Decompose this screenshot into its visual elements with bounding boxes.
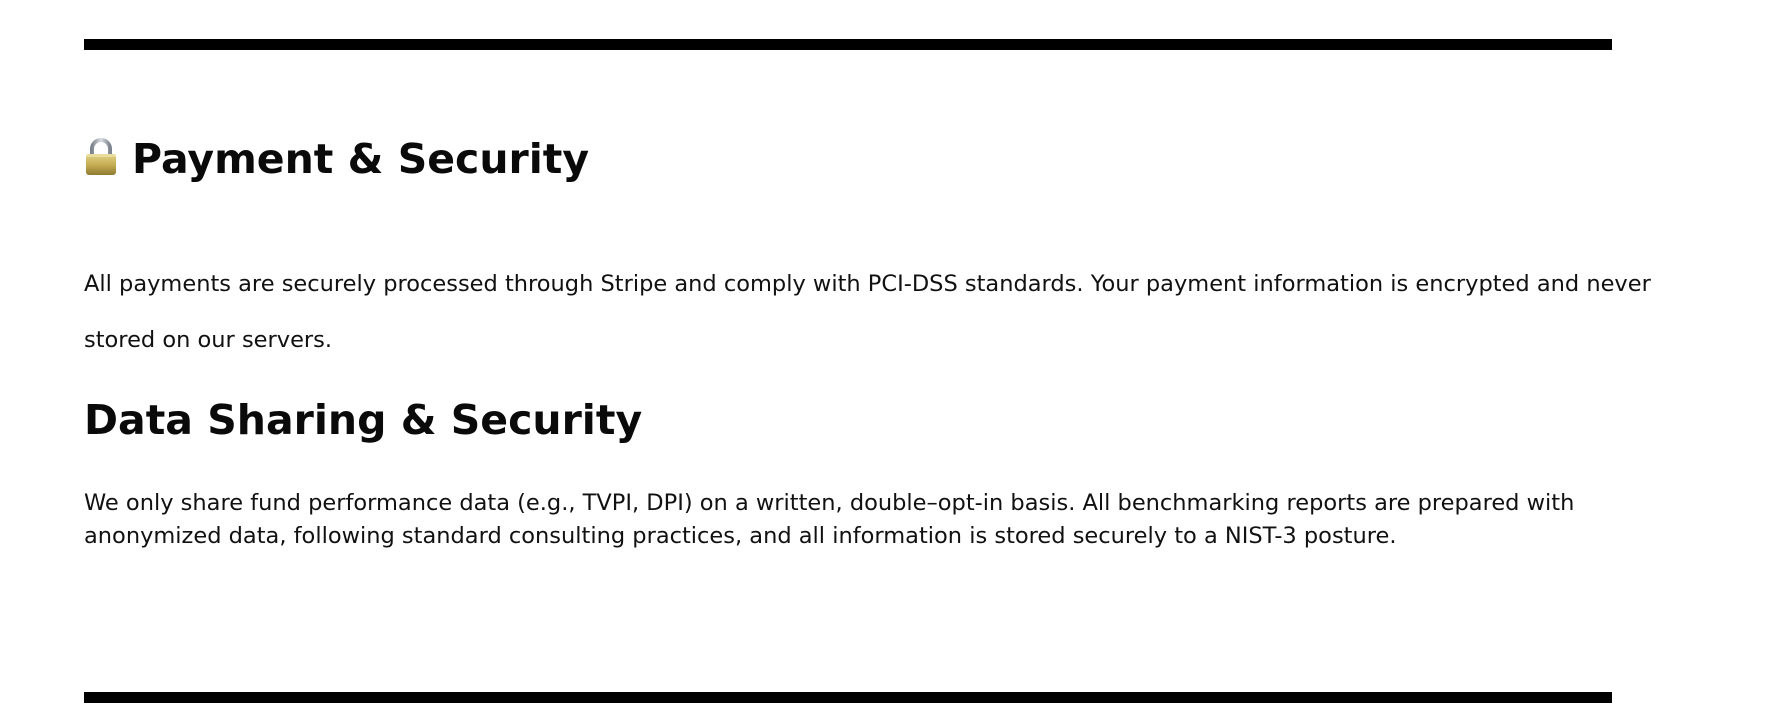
- top-divider: [84, 39, 1612, 50]
- payment-security-heading: [84, 133, 589, 185]
- payment-security-paragraph: [84, 256, 1651, 368]
- bottom-divider: [84, 692, 1612, 703]
- paragraph-line: anonymized data, following standard consulting practices, and all information is stored securely to a NIST-3 posture.: [84, 523, 1397, 549]
- paragraph-line: We only share fund performance data (e.g., TVPI, DPI) on a written, double–opt-in basis. All benchmarking reports are prepared with: [84, 490, 1575, 516]
- paragraph-line: All payments are securely processed through Stripe and comply with PCI-DSS standards. Your payment information is encrypted and never: [84, 271, 1651, 297]
- section-title-text: Payment & Security: [132, 135, 590, 183]
- paragraph-line: stored on our servers.: [84, 327, 333, 353]
- data-sharing-heading: Data Sharing & Security: [84, 396, 643, 444]
- lock-icon: [84, 138, 118, 176]
- data-sharing-paragraph: [84, 487, 1574, 553]
